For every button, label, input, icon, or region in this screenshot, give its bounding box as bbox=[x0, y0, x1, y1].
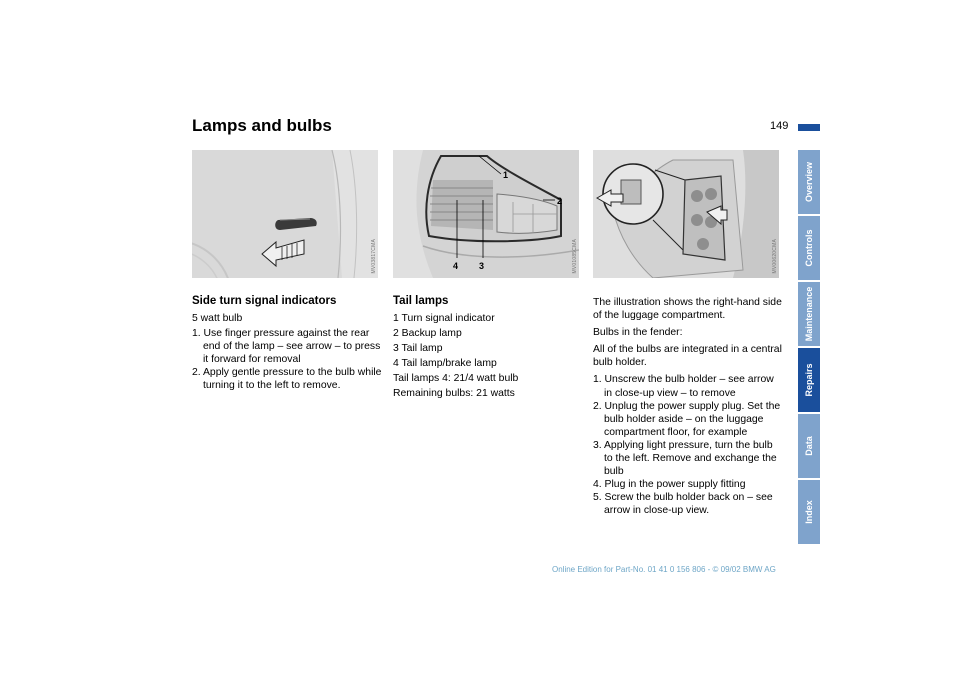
sidebar-tabs bbox=[798, 150, 820, 546]
section-heading: Tail lamps bbox=[393, 295, 449, 307]
page-number: 149 bbox=[770, 120, 789, 132]
section-heading: Side turn signal indicators bbox=[192, 295, 337, 307]
legend-item: 3 Tail lamp bbox=[393, 343, 443, 355]
paragraph: The illustration shows the right-hand side of the luggage compartment. bbox=[593, 297, 782, 322]
figure-code: MV03817CMA bbox=[371, 239, 377, 274]
list-item: 1. Use finger pressure against the rear end of the lamp – see arrow – to press it forward for removal bbox=[192, 328, 381, 366]
section-tail-lamps bbox=[393, 294, 583, 403]
bulb-spec: 5 watt bulb bbox=[192, 313, 243, 324]
legend-item: 4 Tail lamp/brake lamp bbox=[393, 358, 497, 370]
tab-data[interactable] bbox=[798, 414, 820, 478]
footer-edition-note: Online Edition for Part-No. 01 41 0 156 806 - © 09/02 BMW AG bbox=[552, 565, 776, 574]
tab-maintenance[interactable] bbox=[798, 282, 820, 346]
side-turn-signal-illustration bbox=[192, 150, 378, 278]
list-item: 1. Unscrew the bulb holder – see arrow in close-up view – to remove bbox=[593, 374, 774, 399]
tab-overview[interactable] bbox=[798, 150, 820, 214]
figure-tail-lamps bbox=[393, 150, 579, 278]
callout-1: 1 bbox=[503, 170, 509, 180]
tab-label: Repairs bbox=[804, 363, 814, 397]
list-item: 3. Applying light pressure, turn the bulb to the left. Remove and exchange the bulb bbox=[593, 439, 777, 478]
paragraph: All of the bulbs are integrated in a central bulb holder. bbox=[593, 344, 782, 369]
list-item: 2. Apply gentle pressure to the bulb while turning it to the left to remove. bbox=[192, 367, 382, 392]
tab-label: Data bbox=[804, 436, 814, 456]
section-bulbs-in-fender bbox=[593, 296, 783, 518]
instruction-list bbox=[593, 373, 783, 517]
callout-3: 3 bbox=[479, 261, 485, 271]
tab-label: Controls bbox=[804, 229, 814, 267]
bulb-holder-illustration bbox=[593, 150, 779, 278]
tab-controls[interactable] bbox=[798, 216, 820, 280]
list-item: 2. Unplug the power supply plug. Set the bulb holder aside – on the luggage compartment floor, for example bbox=[593, 400, 781, 438]
tab-label: Index bbox=[804, 500, 814, 524]
list-item: 5. Screw the bulb holder back on – see arrow in close-up view. bbox=[593, 492, 773, 517]
bulb-spec: Remaining bulbs: 21 watts bbox=[393, 388, 515, 400]
callout-2: 2 bbox=[557, 196, 563, 206]
legend-item: 2 Backup lamp bbox=[393, 328, 462, 340]
paragraph: Bulbs in the fender: bbox=[593, 327, 683, 339]
tab-index[interactable] bbox=[798, 480, 820, 544]
page-title: Lamps and bulbs bbox=[192, 116, 332, 135]
tab-label: Overview bbox=[804, 161, 814, 203]
tab-repairs[interactable] bbox=[798, 348, 820, 412]
tail-lamp-illustration bbox=[393, 150, 579, 278]
tab-label: Maintenance bbox=[804, 286, 814, 342]
page-number-bar bbox=[798, 124, 820, 131]
list-item: 4. Plug in the power supply fitting bbox=[593, 479, 746, 491]
instruction-list bbox=[192, 327, 382, 392]
figure-code: MV00620CMA bbox=[772, 239, 778, 274]
figure-bulb-holder bbox=[593, 150, 779, 278]
section-side-turn-signal bbox=[192, 294, 382, 393]
figure-code: MV01085CMA bbox=[572, 239, 578, 274]
figure-side-turn-signal bbox=[192, 150, 378, 278]
bulb-spec: Tail lamps 4: 21/4 watt bulb bbox=[393, 373, 519, 385]
legend-item: 1 Turn signal indicator bbox=[393, 313, 495, 324]
callout-4: 4 bbox=[453, 261, 459, 271]
